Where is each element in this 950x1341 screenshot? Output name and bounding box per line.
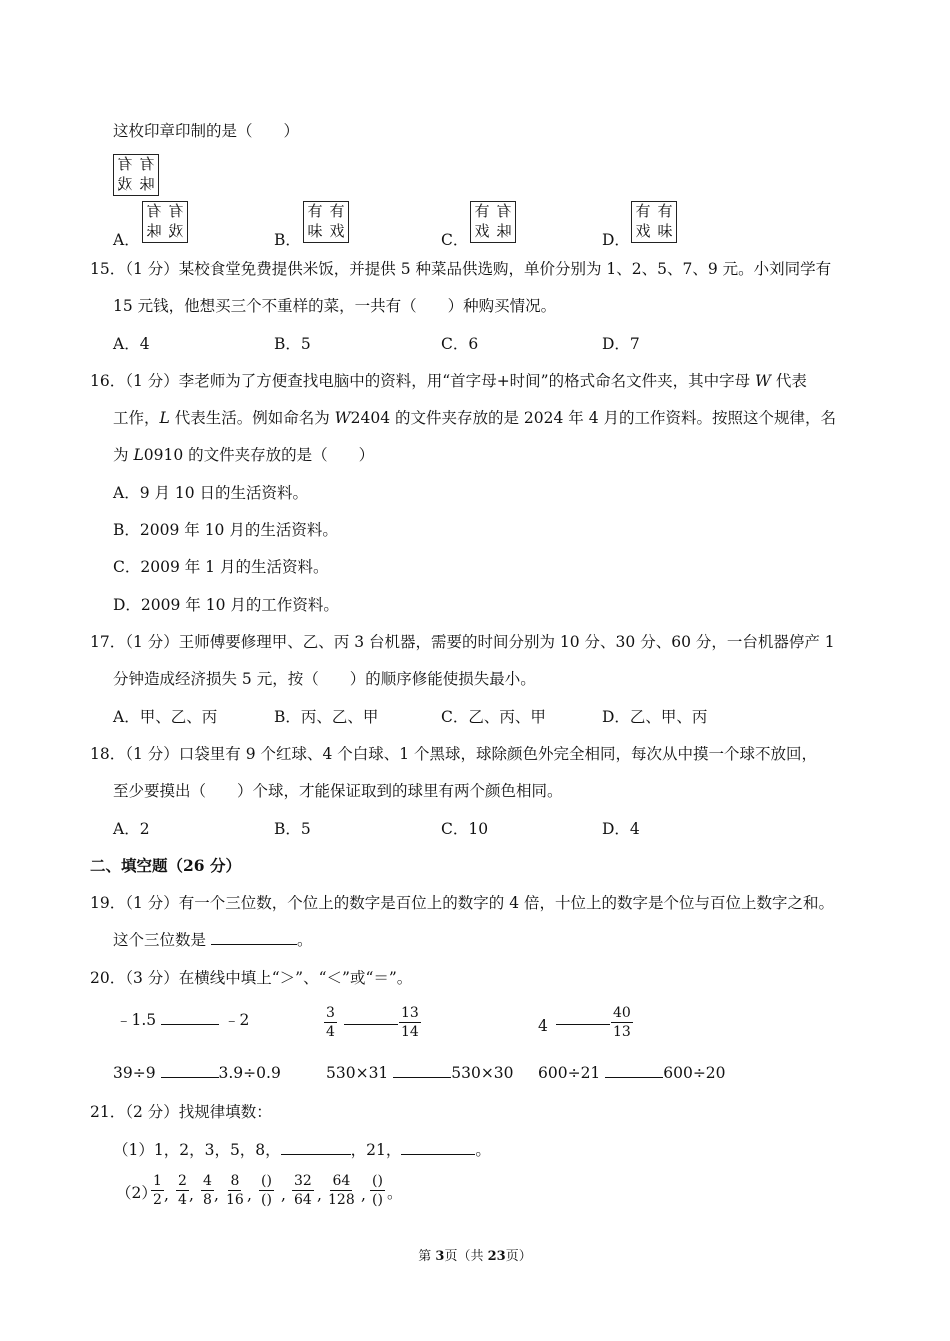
q21-fraction-blank-1[interactable] <box>259 1172 274 1209</box>
q14-option-b-stamp[interactable] <box>303 201 349 243</box>
q15-option-c[interactable]: C．6 <box>441 335 479 353</box>
q14-option-c-stamp[interactable] <box>470 201 516 243</box>
q21-part-1-end: 。 <box>475 1141 491 1159</box>
q20-item-1-right: ﹣2 <box>224 1011 250 1029</box>
q14-option-d-stamp[interactable] <box>631 201 677 243</box>
q16-line-1-end: 代表 <box>770 372 807 390</box>
fraction-denominator: 2 <box>153 1192 162 1208</box>
q16-line-1 <box>90 371 807 391</box>
footer-suffix: 页） <box>505 1249 532 1264</box>
comma: , <box>317 1186 322 1204</box>
option-a-char-2: 有 <box>168 202 184 220</box>
q20-fraction-13-14 <box>399 1004 421 1041</box>
q20-item-4-left: 39÷9 <box>113 1064 156 1082</box>
q19-line-1: 19．（1 分）有一个三位数，个位上的数字是百位上的数字的 4 倍，十位上的数字是个位与百位上数字之和。 <box>90 894 834 912</box>
fraction-denominator: 16 <box>226 1192 244 1208</box>
q18-option-c[interactable]: C．10 <box>441 820 489 838</box>
q20-item-5-left: 530×31 <box>326 1064 389 1082</box>
fraction-numerator: 1 <box>153 1173 162 1189</box>
q21-fraction-1 <box>151 1172 164 1209</box>
q14-option-b-label[interactable]: B． <box>274 231 301 249</box>
q20-blank-4[interactable] <box>161 1063 219 1078</box>
q21-blank-2[interactable] <box>401 1140 475 1155</box>
q14-stem: 这枚印章印制的是（ ） <box>113 122 300 140</box>
q20-fraction-3-4 <box>324 1004 337 1041</box>
q17-line-2: 分钟造成经济损失 5 元，按（ ）的顺序修能使损失最小。 <box>113 670 536 688</box>
fraction-numerator: 40 <box>613 1005 631 1021</box>
q16-line-2-c: 2404 的文件夹存放的是 2024 年 4 月的工作资料。按照这个规律，名 <box>350 409 837 427</box>
comma: , <box>164 1186 169 1204</box>
q15-option-a[interactable]: A．4 <box>113 335 150 353</box>
fraction-numerator: 4 <box>203 1173 212 1189</box>
option-b-char-4: 戏 <box>329 222 345 240</box>
q20-blank-5[interactable] <box>393 1063 451 1078</box>
q20-item-3-left: 4 <box>538 1017 548 1035</box>
fraction-numerator: 64 <box>332 1173 351 1189</box>
q19-line-2 <box>113 930 312 950</box>
fraction-denominator: () <box>372 1192 383 1208</box>
q15-line-2: 15 元钱，他想买三个不重样的菜，一共有（ ）种购买情况。 <box>113 297 557 315</box>
q20-item-5-right: 530×30 <box>451 1064 514 1082</box>
q21-part-1-text: （1）1，2，3，5，8， <box>113 1141 281 1159</box>
footer-prefix: 第 <box>418 1249 436 1264</box>
q18-option-b[interactable]: B．5 <box>274 820 311 838</box>
q16-option-b[interactable]: B．2009 年 10 月的生活资料。 <box>113 521 338 539</box>
q21-fraction-2 <box>176 1172 189 1209</box>
q21-part-1 <box>113 1140 491 1160</box>
q16-option-c[interactable]: C．2009 年 1 月的生活资料。 <box>113 558 329 576</box>
seal-stamp <box>113 154 159 196</box>
option-d-char-3: 戏 <box>635 222 651 240</box>
stamp-char-3: 戏 <box>117 175 133 193</box>
option-c-char-2: 有 <box>496 202 512 220</box>
q17-option-a[interactable]: A．甲、乙、丙 <box>113 708 218 726</box>
q14-option-a-stamp[interactable] <box>142 201 188 243</box>
q20-item-1 <box>116 1010 249 1030</box>
comma: , <box>247 1186 252 1204</box>
option-d-char-1: 有 <box>635 202 651 220</box>
q16-line-2-a: 工作， <box>113 409 160 427</box>
q16-line-3-a: 为 <box>113 446 134 464</box>
fraction-denominator: 128 <box>328 1192 355 1208</box>
q18-option-d[interactable]: D．4 <box>602 820 640 838</box>
q21-blank-1[interactable] <box>281 1140 351 1155</box>
q16-line-2 <box>113 408 836 428</box>
comma: , <box>281 1186 286 1204</box>
comma: , <box>361 1186 366 1204</box>
q20-fraction-40-13 <box>611 1004 633 1041</box>
stamp-char-2: 有 <box>139 155 155 173</box>
q21-fraction-4 <box>226 1172 244 1209</box>
q16-line-2-b: 代表生活。例如命名为 <box>169 409 335 427</box>
fraction-numerator: 13 <box>401 1005 419 1021</box>
q21-part-2-end: 。 <box>387 1184 403 1202</box>
footer-mid: 页（共 <box>444 1249 488 1264</box>
q14-option-a-label[interactable]: A． <box>113 231 140 249</box>
option-a-char-1: 有 <box>146 202 162 220</box>
q16-line-1-text: 16．（1 分）李老师为了方便查找电脑中的资料，用“首字母+时间”的格式命名文件夹，其中字母 <box>90 372 756 390</box>
q18-option-a[interactable]: A．2 <box>113 820 150 838</box>
q16-line-3-b: 0910 的文件夹存放的是（ ） <box>143 446 375 464</box>
q20-blank-2[interactable] <box>344 1024 398 1025</box>
option-a-char-3: 味 <box>146 222 162 240</box>
fraction-denominator: () <box>261 1192 272 1208</box>
fraction-denominator: 64 <box>294 1192 312 1208</box>
comma: , <box>214 1186 219 1204</box>
var-w-example: W <box>334 409 351 427</box>
fraction-denominator: 8 <box>203 1192 212 1208</box>
option-b-char-3: 味 <box>307 222 323 240</box>
option-c-char-4: 味 <box>496 222 512 240</box>
q20-item-5 <box>326 1063 514 1083</box>
q16-option-a[interactable]: A．9 月 10 日的生活资料。 <box>113 484 309 502</box>
option-b-char-2: 有 <box>329 202 345 220</box>
stamp-char-4: 味 <box>139 175 155 193</box>
option-c-char-1: 有 <box>474 202 490 220</box>
q21-fraction-7 <box>328 1172 355 1209</box>
option-d-char-2: 有 <box>657 202 673 220</box>
var-l-example: L <box>133 446 144 464</box>
fraction-denominator: 13 <box>613 1024 631 1040</box>
fraction-denominator: 14 <box>401 1024 419 1040</box>
fraction-numerator: 2 <box>178 1173 187 1189</box>
q16-line-3 <box>113 445 374 465</box>
q20-stem: 20．（3 分）在横线中填上“＞”、“＜”或“＝”。 <box>90 969 413 987</box>
q20-item-6-left: 600÷21 <box>538 1064 601 1082</box>
option-d-char-4: 味 <box>657 222 673 240</box>
q15-option-b[interactable]: B．5 <box>274 335 311 353</box>
q17-line-1: 17．（1 分）王师傅要修理甲、乙、丙 3 台机器，需要的时间分别为 10 分、30 分、60 分，一台机器停产 1 <box>90 633 835 651</box>
stamp-char-1: 有 <box>117 155 133 173</box>
comma: , <box>189 1186 194 1204</box>
total-pages: 23 <box>487 1249 506 1264</box>
fraction-numerator: 32 <box>294 1173 312 1189</box>
fraction-denominator: 4 <box>326 1024 335 1040</box>
q20-blank-1[interactable] <box>161 1010 219 1025</box>
q20-item-6 <box>538 1063 726 1083</box>
q20-item-1-left: ﹣1.5 <box>116 1011 157 1029</box>
q19-line-2-text: 这个三位数是 <box>113 931 207 949</box>
option-b-char-1: 有 <box>307 202 323 220</box>
page-number: 3 <box>435 1249 445 1264</box>
fraction-numerator: () <box>372 1173 383 1189</box>
option-a-char-4: 戏 <box>168 222 184 240</box>
section-heading-fill-in: 二、填空题（26 分） <box>90 856 241 875</box>
page-footer <box>0 1245 950 1264</box>
q17-option-c[interactable]: C．乙、丙、甲 <box>441 708 546 726</box>
q20-item-4 <box>113 1063 281 1083</box>
q21-part-1-mid: ，21， <box>350 1141 402 1159</box>
q20-item-4-right: 3.9÷0.9 <box>218 1064 281 1082</box>
q14-option-d-label[interactable]: D． <box>602 231 630 249</box>
q21-part-2-label: （2） <box>116 1184 157 1202</box>
q21-fraction-3 <box>201 1172 214 1209</box>
q16-option-d[interactable]: D．2009 年 10 月的工作资料。 <box>113 596 339 614</box>
q20-item-6-right: 600÷20 <box>663 1064 726 1082</box>
q17-option-d[interactable]: D．乙、甲、丙 <box>602 708 708 726</box>
q21-stem: 21．（2 分）找规律填数： <box>90 1103 272 1121</box>
q20-blank-3[interactable] <box>556 1024 610 1025</box>
fraction-numerator: 8 <box>230 1173 240 1189</box>
q18-line-2: 至少要摸出（ ）个球，才能保证取到的球里有两个颜色相同。 <box>113 782 563 800</box>
q19-answer-blank[interactable] <box>211 930 297 945</box>
q19-line-2-end: 。 <box>296 931 313 949</box>
fraction-denominator: 4 <box>178 1192 187 1208</box>
q15-option-d[interactable]: D．7 <box>602 335 640 353</box>
option-c-char-3: 戏 <box>474 222 490 240</box>
fraction-numerator: () <box>261 1173 272 1189</box>
q17-option-b[interactable]: B．丙、乙、甲 <box>274 708 379 726</box>
q20-blank-6[interactable] <box>605 1063 663 1078</box>
var-l: L <box>159 409 170 427</box>
q21-fraction-6 <box>292 1172 314 1209</box>
q21-fraction-blank-2[interactable] <box>370 1172 385 1209</box>
var-w: W <box>755 372 771 390</box>
fraction-numerator: 3 <box>326 1005 335 1021</box>
q18-line-1: 18．（1 分）口袋里有 9 个红球、4 个白球、1 个黑球，球除颜色外完全相同，每次从中摸一个球不放回， <box>90 745 818 763</box>
q15-line-1: 15．（1 分）某校食堂免费提供米饭，并提供 5 种菜品供选购，单价分别为 1、2、5、7、9 元。小刘同学有 <box>90 260 832 278</box>
q14-option-c-label[interactable]: C． <box>441 231 469 249</box>
